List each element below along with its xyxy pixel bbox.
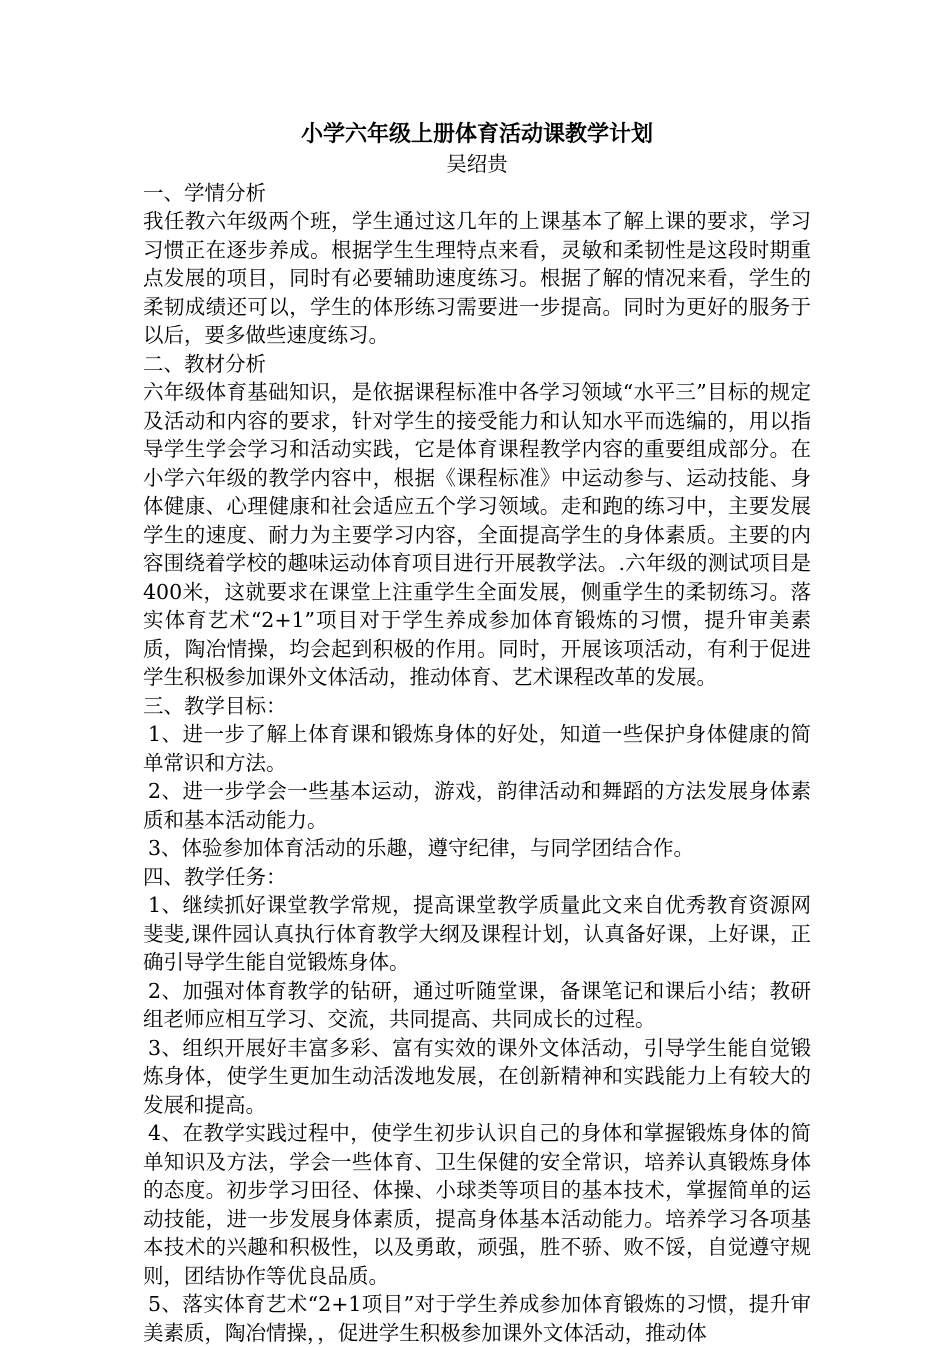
list-item: 2、进一步学会一些基本运动，游戏，韵律活动和舞蹈的方法发展身体素质和基本活动能力。	[143, 779, 811, 832]
list-item: 4、在教学实践过程中，使学生初步认识自己的身体和掌握锻炼身体的简单知识及方法，学会一些体育、卫生保健的安全常识，培养认真锻炼身体的态度。初步学习田径、体操、小球类等项目的基本技术，掌握简单的运动技能，进一步发展身体素质，提高身体基本活动能力。培养学习各项基本技术的兴趣和积极性，以及勇敢，顽强，胜不骄、败不馁，自觉遵守规则，团结协作等优良品质。	[143, 1121, 811, 1288]
document-title: 小学六年级上册体育活动课教学计划	[300, 121, 653, 147]
list-item: 3、组织开展好丰富多彩、富有实效的课外文体活动，引导学生能自觉锻炼身体，使学生更加生动活泼地发展，在创新精神和实践能力上有较大的发展和提高。	[143, 1035, 811, 1117]
list-item: 3、体验参加体育活动的乐趣，遵守纪律，与同学团结合作。	[148, 836, 695, 860]
list-item: 1、进一步了解上体育课和锻炼身体的好处，知道一些保护身体健康的简单常识和方法。	[143, 722, 811, 775]
section-heading: 二、教材分析	[143, 351, 266, 376]
document-page	[143, 118, 811, 1347]
section-heading: 一、学情分析	[143, 180, 266, 205]
list-item: 5、落实体育艺术“2+1项目”对于学生养成参加体育锻炼的习惯，提升审美素质，陶冶情操，，促进学生积极参加课外文体活动，推动体	[143, 1292, 811, 1345]
section-paragraph: 我任教六年级两个班，学生通过这几年的上课基本了解上课的要求，学习习惯正在逐步养成。根据学生生理特点来看，灵敏和柔韧性是这段时期重点发展的项目，同时有必要辅助速度练习。根据了解的情况来看，学生的柔韧成绩还可以，学生的体形练习需要进一步提高。同时为更好的服务于以后，要多做些速度练习。	[143, 209, 811, 347]
section-paragraph: 六年级体育基础知识，是依据课程标准中各学习领域“水平三”目标的规定及活动和内容的要求，针对学生的接受能力和认知水平而选编的，用以指导学生学会学习和活动实践，它是体育课程教学内容的重要组成部分。在小学六年级的教学内容中，根据《课程标准》中运动参与、运动技能、身体健康、心理健康和社会适应五个学习领域。走和跑的练习中，主要发展学生的速度、耐力为主要学习内容，全面提高学生的身体素质。主要的内容围绕着学校的趣味运动体育项目进行开展教学法。.六年级的测试项目是400米，这就要求在课堂上注重学生全面发展，侧重学生的柔韧练习。落实体育艺术“2+1”项目对于学生养成参加体育锻炼的习惯，提升审美素质，陶冶情操，均会起到积极的作用。同时，开展该项活动，有利于促进学生积极参加课外文体活动，推动体育、艺术课程改革的发展。	[143, 380, 811, 689]
section-heading: 三、教学目标：	[143, 693, 287, 718]
list-item: 2、加强对体育教学的钻研，通过听随堂课，备课笔记和课后小结；教研组老师应相互学习、交流，共同提高、共同成长的过程。	[143, 978, 811, 1031]
document-author: 吴绍贵	[446, 152, 508, 176]
list-item: 1、继续抓好课堂教学常规，提高课堂教学质量此文来自优秀教育资源网斐斐,课件园认真执行体育教学大纲及课程计划，认真备好课，上好课，正确引导学生能自觉锻炼身体。	[143, 893, 811, 974]
section-heading: 四、教学任务：	[143, 864, 287, 889]
